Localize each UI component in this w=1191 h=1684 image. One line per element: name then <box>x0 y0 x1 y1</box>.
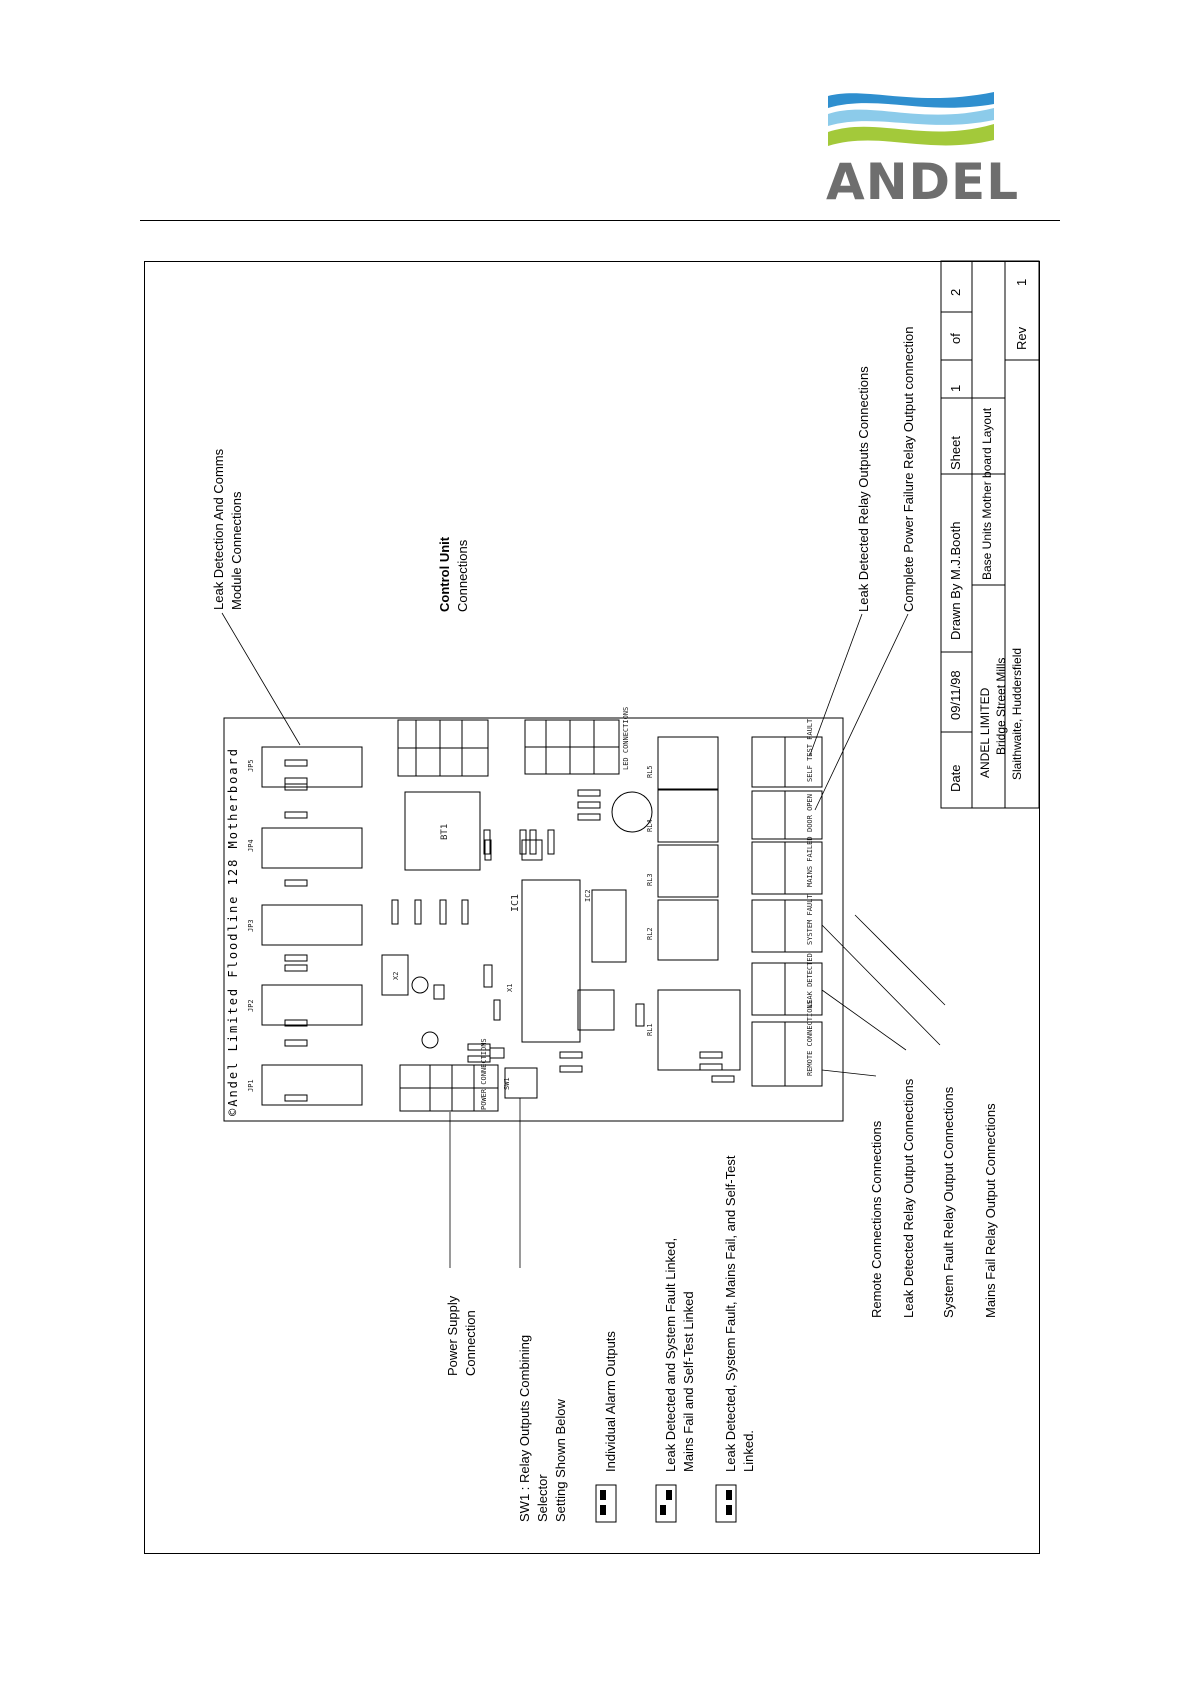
callout-power-failure: Complete Power Failure Relay Output connection <box>901 326 916 612</box>
label-rl1: RL1 <box>646 1023 654 1036</box>
label-led-connections: LED CONNECTIONS <box>622 706 630 770</box>
tb-drawn-by: Drawn By M.J.Booth <box>948 521 963 640</box>
callout-power-supply: Power Supply Connection <box>445 1295 478 1376</box>
tb-drawing-title: Base Units Mother board Layout <box>980 407 994 580</box>
label-jp2: JP2 <box>247 999 255 1012</box>
jp2-connector <box>262 985 362 1025</box>
label-power-connections: POWER CONNECTIONS <box>480 1038 488 1110</box>
callout-remote: Remote Connections Connections <box>869 1120 884 1318</box>
pcb-outline <box>224 718 843 1121</box>
label-terminal-self-test: SELF TEST FAULT <box>806 718 814 782</box>
callout-leak-relay-output: Leak Detected Relay Output Connections <box>901 1078 916 1318</box>
ic2-chip <box>592 890 626 962</box>
ic1-chip <box>522 880 580 1042</box>
callout-system-fault: System Fault Relay Output Connections <box>941 1086 956 1318</box>
label-rl3: RL3 <box>646 873 654 886</box>
label-jp4: JP4 <box>247 839 255 852</box>
callout-individual: Individual Alarm Outputs <box>603 1331 618 1472</box>
relay-rl2 <box>658 900 718 960</box>
jp5-connector <box>262 747 362 787</box>
callout-sw1: SW1 : Relay Outputs Combining Selector Setting Shown Below <box>517 1334 568 1522</box>
tb-rev-value: 1 <box>1014 278 1029 286</box>
label-x2: X2 <box>392 971 400 980</box>
pcb-title: ©Andel Limited Floodline 128 Motherboard <box>226 747 240 1116</box>
callout-option2: Leak Detected and System Fault Linked, Mains Fail and Self-Test Linked <box>663 1237 696 1472</box>
callout-option3: Leak Detected, System Fault, Mains Fail, and Self-Test Linked. <box>723 1155 756 1472</box>
tb-address-1: Bridge Street Mills <box>994 657 1008 755</box>
callout-leak-relay-outputs: Leak Detected Relay Outputs Connections <box>856 366 871 612</box>
label-rl4: RL4 <box>646 819 654 832</box>
relay-rl1 <box>658 990 740 1070</box>
tb-sheet-label: Sheet <box>948 436 963 470</box>
label-terminal-system-fault: SYSTEM FAULT <box>806 894 814 945</box>
tb-rev-label: Rev <box>1014 326 1029 350</box>
label-terminal-remote: REMOTE CONNECTIONS <box>806 1000 814 1076</box>
jp1-connector <box>262 1065 362 1105</box>
label-jp3: JP3 <box>247 919 255 932</box>
relay-rl5 <box>658 737 718 789</box>
tb-address-2: Slaithwaite, Huddersfield <box>1010 647 1024 780</box>
label-x1: X1 <box>506 983 514 992</box>
jp3-connector <box>262 905 362 945</box>
relay-rl4 <box>658 790 718 842</box>
tb-sheet-value: 1 <box>948 384 963 392</box>
label-rl5: RL5 <box>646 765 654 778</box>
label-terminal-door: DOOR OPEN <box>806 794 814 832</box>
logo-text: ANDEL <box>826 153 1020 211</box>
label-rl2: RL2 <box>646 927 654 940</box>
tb-company: ANDEL LIMITED <box>978 687 992 778</box>
callout-mains-fail: Mains Fail Relay Output Connections <box>983 1103 998 1318</box>
label-jp5: JP5 <box>247 759 255 772</box>
relay-rl3 <box>658 845 718 897</box>
tb-date-value: 09/11/98 <box>948 670 963 720</box>
label-ic1: IC1 <box>510 893 521 912</box>
jp4-connector <box>262 828 362 868</box>
label-ic2: IC2 <box>584 889 592 902</box>
label-terminal-leak: LEAK DETECTED <box>806 953 814 1008</box>
tb-of-value: 2 <box>948 288 963 296</box>
label-sw1: SW1 <box>503 1077 511 1090</box>
tb-of-label: of <box>948 333 963 344</box>
label-terminal-mains: MAINS FAILED <box>806 836 814 887</box>
label-jp1: JP1 <box>247 1079 255 1092</box>
tb-date-label: Date <box>948 764 963 792</box>
label-bt1: BT1 <box>440 823 450 840</box>
callout-control-unit: Control Unit Connections <box>437 536 470 612</box>
callout-leak-detection: Leak Detection And Comms Module Connections <box>211 448 244 610</box>
